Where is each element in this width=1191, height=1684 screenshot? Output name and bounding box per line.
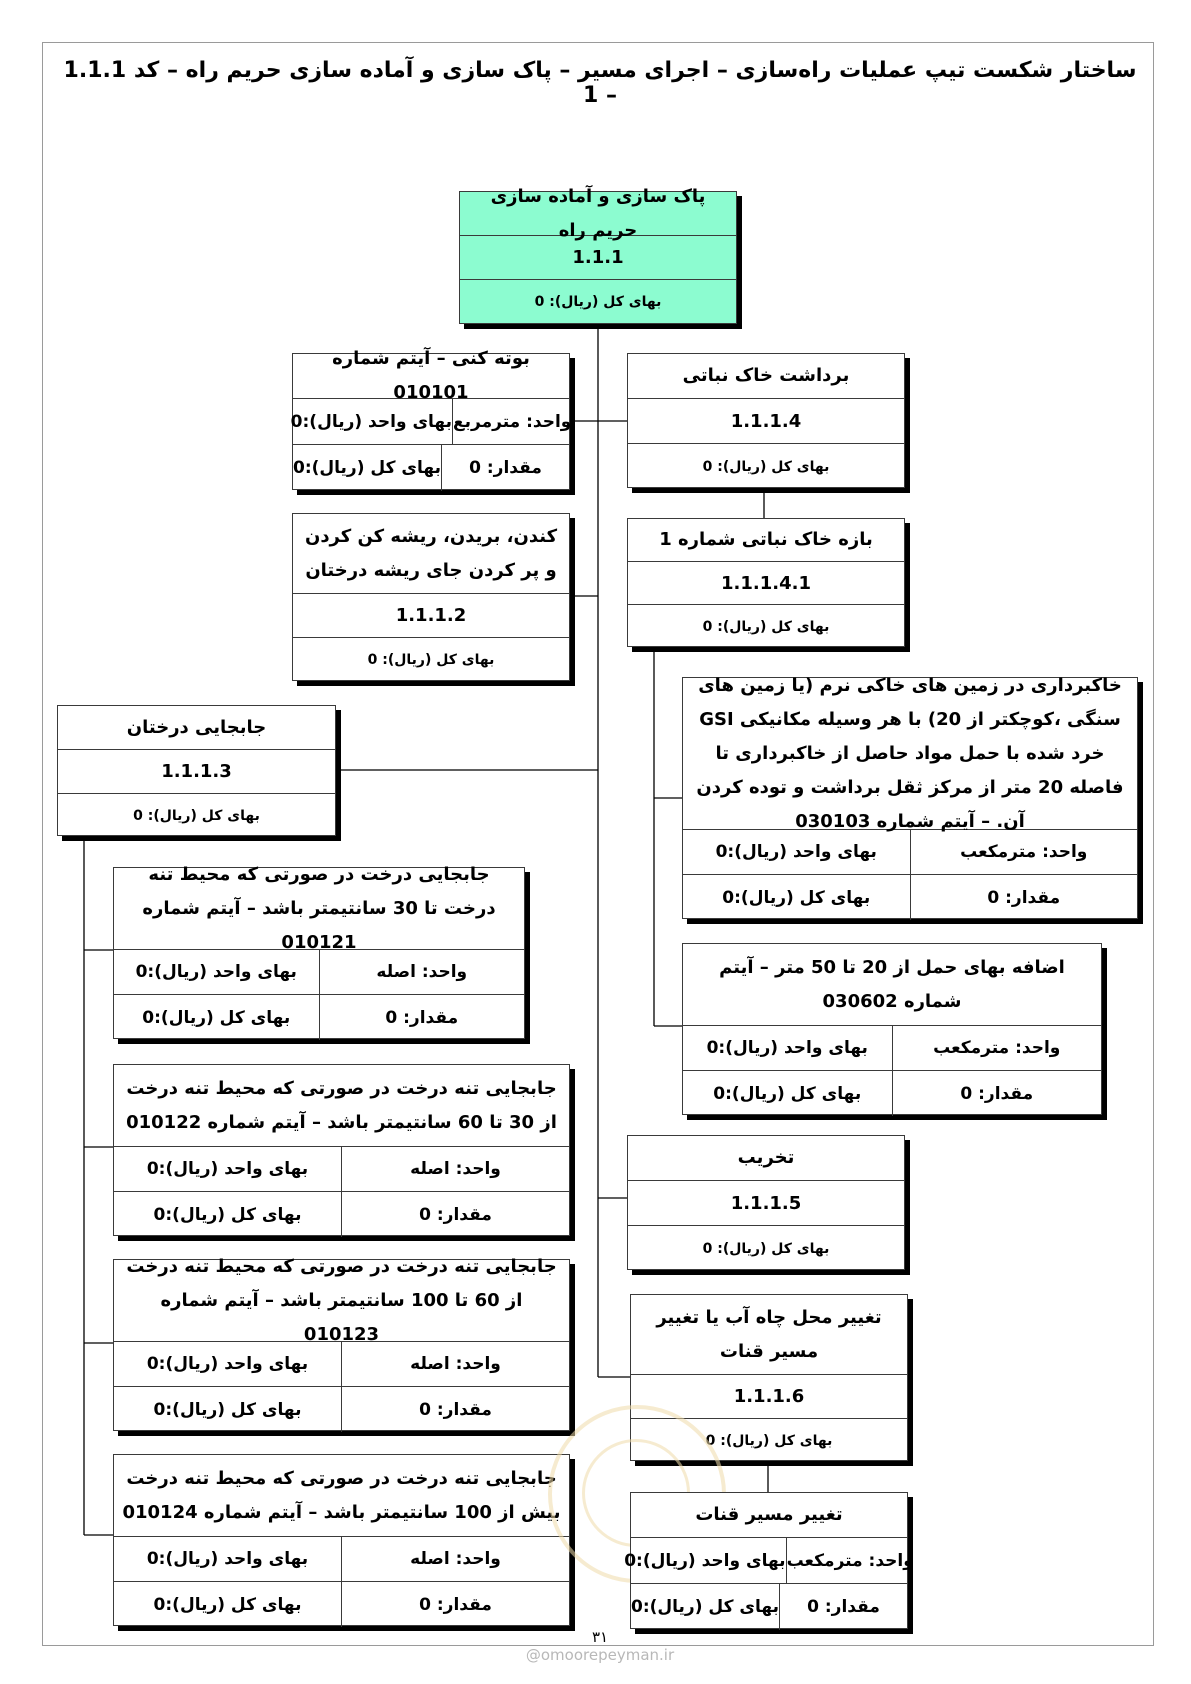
node-title: بازه خاک نباتی شماره 1 — [628, 519, 904, 562]
node-total-price: بهای کل (ریال): 0 — [534, 293, 662, 310]
unit-cell: واحد: مترمکعب — [786, 1550, 914, 1571]
node-title: جابجایی تنه درخت در صورتی که محیط تنه درخت از 60 تا 100 سانتیمتر باشد – آیتم شماره 010123 — [114, 1260, 569, 1342]
root-node — [459, 185, 737, 324]
node-code: 1.1.1.4.1 — [628, 562, 904, 605]
node-code: 1.1.1.3 — [58, 750, 335, 794]
node-title: تغییر محل چاه آب یا تغییر مسیر قنات — [631, 1295, 907, 1375]
bush-removal-node — [290, 348, 572, 490]
tree-60-100cm-node — [113, 1255, 570, 1431]
node-title: تخریب — [628, 1136, 904, 1181]
quantity-cell: مقدار: 0 — [419, 1594, 492, 1615]
node-code: 1.1.1.6 — [631, 1375, 907, 1419]
tree-100cm-node — [113, 1454, 570, 1626]
transport-extra-node — [682, 943, 1102, 1115]
unit-cell: واحد: اصله — [410, 1354, 501, 1374]
node-title: بوته کنی – آیتم شماره 010101 — [293, 354, 569, 399]
node-total-price: بهای کل (ریال): 0 — [133, 807, 260, 824]
quantity-cell: مقدار: 0 — [419, 1399, 492, 1420]
node-title: تغییر مسیر قنات — [631, 1493, 907, 1538]
quantity-cell: مقدار: 0 — [469, 458, 542, 478]
page-number: ۳۱ — [591, 1628, 609, 1646]
node-code: 1.1.1.4 — [628, 399, 904, 444]
quantity-cell: مقدار: 0 — [960, 1083, 1034, 1104]
unit-price-cell: بهای واحد (ریال):0 — [114, 1537, 342, 1581]
unit-price-cell: بهای واحد (ریال):0 — [114, 1147, 342, 1191]
total-price-cell: بهای کل (ریال):0 — [293, 445, 442, 491]
node-total-price: بهای کل (ریال): 0 — [702, 1240, 830, 1257]
node-code: 1.1.1 — [460, 236, 736, 280]
tree-30cm-node — [113, 863, 525, 1039]
node-code: 1.1.1.5 — [628, 1181, 904, 1226]
unit-price-cell: بهای واحد (ریال):0 — [683, 830, 911, 874]
node-title: جابجایی درخت در صورتی که محیط تنه درخت تا 30 سانتیمتر باشد – آیتم شماره 010121 — [114, 868, 524, 950]
unit-price-cell: بهای واحد (ریال):0 — [291, 399, 453, 444]
unit-cell: واحد: اصله — [376, 962, 468, 982]
unit-price-cell: بهای واحد (ریال):0 — [683, 1026, 893, 1070]
quantity-cell: مقدار: 0 — [807, 1597, 880, 1617]
unit-cell: واحد: مترمکعب — [933, 1038, 1061, 1058]
node-total-price: بهای کل (ریال): 0 — [702, 618, 830, 635]
node-total-price: بهای کل (ریال): 0 — [367, 652, 495, 668]
tree-30-60cm-node — [113, 1064, 570, 1236]
unit-cell: واحد: اصله — [410, 1549, 501, 1569]
total-price-cell: بهای کل (ریال):0 — [114, 1192, 342, 1237]
total-price-cell: بهای کل (ریال):0 — [114, 995, 320, 1040]
unit-price-cell: بهای واحد (ریال):0 — [114, 950, 320, 994]
node-total-price: بهای کل (ریال): 0 — [705, 1432, 833, 1449]
quantity-cell: مقدار: 0 — [419, 1204, 492, 1225]
tree-relocation-node — [57, 705, 336, 836]
unit-cell: واحد: اصله — [410, 1159, 501, 1179]
tree-clearing-node — [292, 513, 570, 681]
total-price-cell: بهای کل (ریال):0 — [683, 875, 911, 920]
node-title: کندن، بریدن، ریشه کن کردن و پر کردن جای ریشه درختان — [293, 514, 569, 594]
node-title: جابجایی تنه درخت در صورتی که محیط تنه درخت بیش از 100 سانتیمتر باشد – آیتم شماره 010124 — [114, 1455, 569, 1537]
node-code: 1.1.1.2 — [293, 594, 569, 638]
unit-cell: واحد: مترمربع — [453, 411, 572, 432]
node-title: برداشت خاک نباتی — [628, 354, 904, 399]
node-title: خاکبرداری در زمین های خاکی نرم (یا زمین های سنگی ،کوچکتر از 20) با هر وسیله مکانیکی GSI خرد شده با حمل مواد حاصل از خاکبرداری تا فاصله 20 متر از مرکز ثقل برداشت و توده کردن آن. – آیتم شماره 030103 — [683, 678, 1137, 830]
page-title: ساختار شکست تیپ عملیات راه‌سازی – اجرای مسیر – پاک سازی و آماده سازی حریم راه – کد 1.1.1 – 1 — [63, 58, 1137, 108]
topsoil-zone-node — [627, 518, 905, 647]
demolition-node — [627, 1135, 905, 1270]
total-price-cell: بهای کل (ریال):0 — [114, 1387, 342, 1432]
unit-cell: واحد: مترمکعب — [960, 842, 1088, 862]
total-price-cell: بهای کل (ریال):0 — [631, 1584, 780, 1630]
qanat-relocation-node — [624, 1492, 914, 1629]
quantity-cell: مقدار: 0 — [385, 1007, 459, 1028]
unit-price-cell: بهای واحد (ریال):0 — [624, 1538, 786, 1583]
unit-price-cell: بهای واحد (ریال):0 — [114, 1342, 342, 1386]
total-price-cell: بهای کل (ریال):0 — [114, 1582, 342, 1627]
watermark-text: @omoorepeyman.ir — [525, 1646, 675, 1664]
total-price-cell: بهای کل (ریال):0 — [683, 1071, 893, 1116]
node-title: اضافه بهای حمل از 20 تا 50 متر – آیتم شماره 030602 — [683, 944, 1101, 1026]
node-title: جابجایی تنه درخت در صورتی که محیط تنه درخت از 30 تا 60 سانتیمتر باشد – آیتم شماره 010122 — [114, 1065, 569, 1147]
node-title: جابجایی درختان — [58, 706, 335, 750]
quantity-cell: مقدار: 0 — [987, 887, 1061, 908]
node-title: پاک سازی و آماده سازی حریم راه — [460, 192, 736, 236]
excavation-node — [682, 674, 1138, 919]
topsoil-node — [627, 353, 905, 488]
node-total-price: بهای کل (ریال): 0 — [702, 458, 830, 475]
